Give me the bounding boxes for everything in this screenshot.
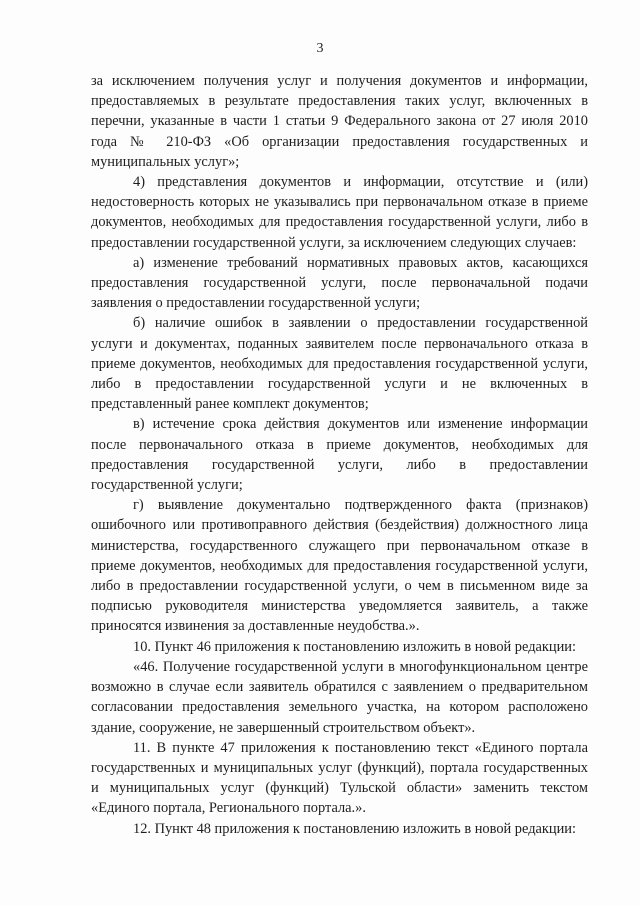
paragraph-subitem-b: б) наличие ошибок в заявлении о предоставлении государственной услуги и документах, поданных заявителем после первоначального отказа в приеме документов, необходимых для предоставления государственной услуги, либо в предоставлении государственной услуги и не включенных в представленный ранее комплект документов; <box>91 315 588 413</box>
paragraph-item-4: 4) представления документов и информации, отсутствие и (или) недостоверность которых не указывались при первоначальном отказе в приеме документов, необходимых для предоставления государственной услуги, либо в предоставлении государственной услуги, за исключением следующих случаев: <box>91 174 588 251</box>
paragraph-subitem-a: а) изменение требований нормативных правовых актов, касающихся предоставления государственной услуги, после первоначальной подачи заявления о предоставлении государственной услуги; <box>91 254 588 312</box>
paragraph-point-10: 10. Пункт 46 приложения к постановлению изложить в новой редакции: <box>133 638 577 655</box>
paragraph-subitem-v: в) истечение срока действия документов или изменение информации после первоначального отказа в приеме документов, необходимых для предоставления государственной услуги, либо в предоставлении государственной услуги; <box>91 416 588 494</box>
document-body <box>91 71 588 839</box>
paragraph-point-46-text: «46. Получение государственной услуги в многофункциональном центре возможно в случае если заявитель обратился с заявлением о предварительном согласовании предоставления земельного участка, на котором расположено здание, сооружение, не завершенный строительством объект». <box>91 658 588 736</box>
paragraph-point-12: 12. Пункт 48 приложения к постановлению изложить в новой редакции: <box>133 820 577 837</box>
paragraph-subitem-g: г) выявление документально подтвержденного факта (признаков) ошибочного или противоправного действия (бездействия) должностного лица министерства, государственного служащего при первоначальном отказе в приеме документов, необходимых для предоставления государственной услуги, либо в предоставлении государственной услуги, о чем в письменном виде за подписью руководителя министерства уведомляется заявитель, а также приносятся извинения за доставленные неудобства.». <box>91 497 588 635</box>
paragraph-continuation: за исключением получения услуг и получения документов и информации, предоставляемых в результате предоставления таких услуг, включенных в перечни, указанные в части 1 статьи 9 Федерального закона от 27 июля 2010 года № 210-ФЗ «Об организации предоставления государственных и муниципальных услуг»; <box>91 73 588 170</box>
paragraph-point-11: 11. В пункте 47 приложения к постановлению текст «Единого портала государственных и муниципальных услуг (функций), портала государственных и муниципальных услуг (функций) Тульской области» заменить текстом «Единого портала, Регионального портала.». <box>91 739 588 817</box>
page-number: 3 <box>316 41 324 56</box>
